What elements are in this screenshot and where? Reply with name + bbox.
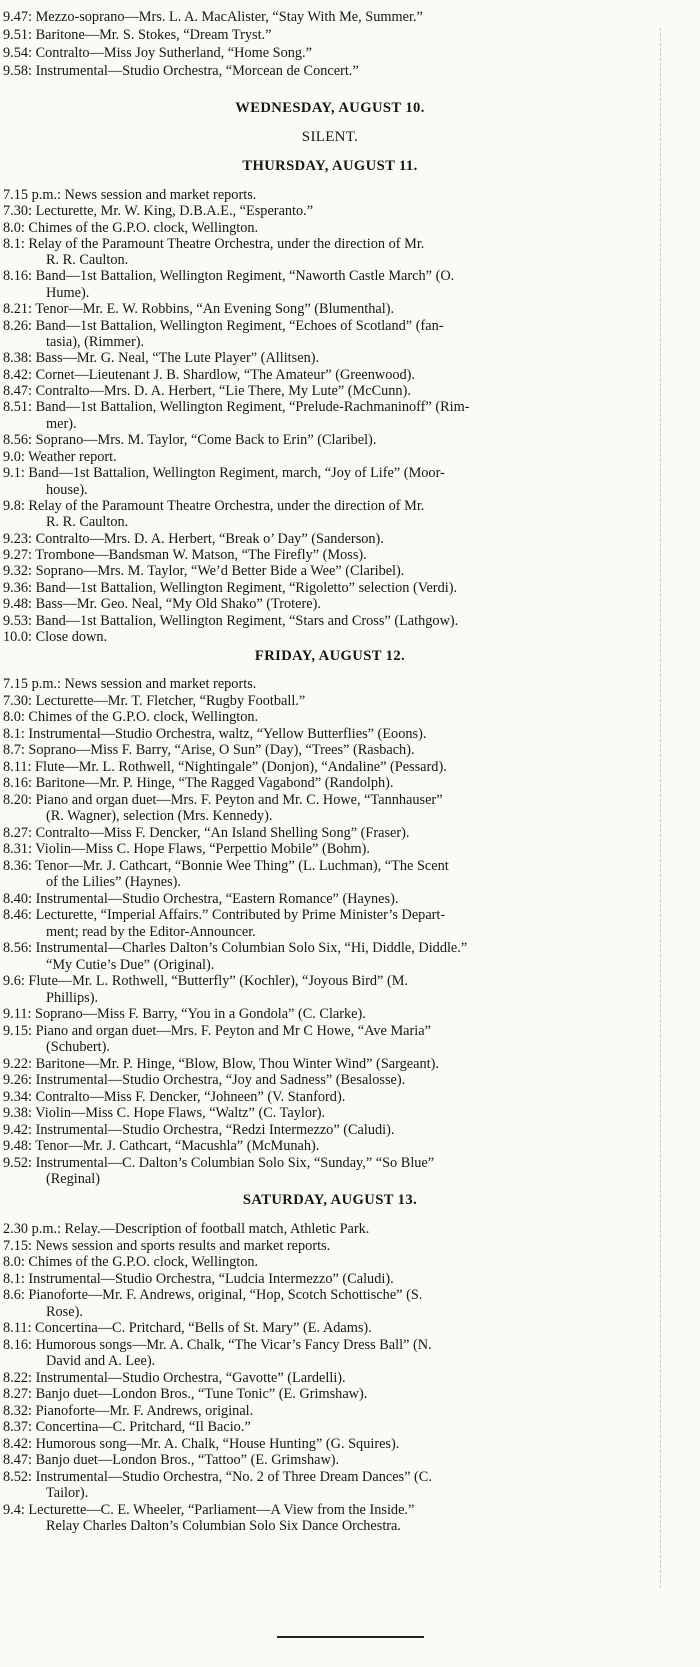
programme-entry: 9.6: Flute—Mr. L. Rothwell, “Butterfly” (Kochler), “Joyous Bird” (M. <box>3 973 409 989</box>
programme-entry: 8.27: Banjo duet—London Bros., “Tune Tonic” (E. Grimshaw). <box>3 1386 368 1402</box>
programme-entry-continued: (Reginal) <box>46 1171 100 1187</box>
programme-entry: 8.42: Humorous song—Mr. A. Chalk, “House Hunting” (G. Squires). <box>3 1436 400 1452</box>
programme-entry: 8.27: Contralto—Miss F. Dencker, “An Island Shelling Song” (Fraser). <box>3 825 410 841</box>
programme-entry: 9.23: Contralto—Mrs. D. A. Herbert, “Break o’ Day” (Sanderson). <box>3 531 384 547</box>
programme-entry: 8.37: Concertina—C. Pritchard, “Il Bacio.” <box>3 1419 251 1435</box>
programme-entry-continued: Tailor). <box>46 1485 89 1501</box>
programme-entry: 8.16: Band—1st Battalion, Wellington Regiment, “Naworth Castle March” (O. <box>3 268 455 284</box>
programme-entry-continued: “My Cutie’s Due” (Original). <box>46 957 215 973</box>
programme-entry: 8.42: Cornet—Lieutenant J. B. Shardlow, “The Amateur” (Greenwood). <box>3 367 415 383</box>
programme-entry: 9.1: Band—1st Battalion, Wellington Regiment, march, “Joy of Life” (Moor- <box>3 465 445 481</box>
programme-entry: 9.54: Contralto—Miss Joy Sutherland, “Home Song.” <box>3 45 312 61</box>
programme-entry: 8.51: Band—1st Battalion, Wellington Regiment, “Prelude-Rachmaninoff” (Rim- <box>3 399 470 415</box>
day-heading-friday: FRIDAY, AUGUST 12. <box>254 648 406 664</box>
programme-entry-continued: of the Lilies” (Haynes). <box>46 874 181 890</box>
programme-entry: 8.7: Soprano—Miss F. Barry, “Arise, O Sun” (Day), “Trees” (Rasbach). <box>3 742 415 758</box>
programme-entry: 8.11: Concertina—C. Pritchard, “Bells of St. Mary” (E. Adams). <box>3 1320 372 1336</box>
programme-entry-continued: tasia), (Rimmer). <box>46 334 145 350</box>
programme-entry: 9.4: Lecturette—C. E. Wheeler, “Parliament—A View from the Inside.” <box>3 1502 415 1518</box>
programme-entry: 9.15: Piano and organ duet—Mrs. F. Peyton and Mr C Howe, “Ave Maria” <box>3 1023 431 1039</box>
programme-entry: 8.16: Baritone—Mr. P. Hinge, “The Ragged Vagabond” (Randolph). <box>3 775 394 791</box>
programme-entry: 9.47: Mezzo-soprano—Mrs. L. A. MacAlister, “Stay With Me, Summer.” <box>3 9 423 25</box>
programme-entry: 8.26: Band—1st Battalion, Wellington Regiment, “Echoes of Scotland” (fan- <box>3 318 444 334</box>
programme-entry: 9.32: Soprano—Mrs. M. Taylor, “We’d Better Bide a Wee” (Claribel). <box>3 563 405 579</box>
programme-entry-continued: house). <box>46 482 88 498</box>
silent-notice: SILENT. <box>301 129 359 145</box>
programme-entry: 8.47: Contralto—Mrs. D. A. Herbert, “Lie There, My Lute” (McCunn). <box>3 383 411 399</box>
programme-entry: 9.48: Bass—Mr. Geo. Neal, “My Old Shako” (Trotere). <box>3 596 321 612</box>
programme-entry: 8.1: Instrumental—Studio Orchestra, waltz, “Yellow Butterflies” (Eoons). <box>3 726 427 742</box>
programme-entry: 8.52: Instrumental—Studio Orchestra, “No. 2 of Three Dream Dances” (C. <box>3 1469 432 1485</box>
programme-entry: 9.11: Soprano—Miss F. Barry, “You in a Gondola” (C. Clarke). <box>3 1006 366 1022</box>
programme-entry: 7.15: News session and sports results and market reports. <box>3 1238 331 1254</box>
programme-entry: 9.48: Tenor—Mr. J. Cathcart, “Macushla” (McMunah). <box>3 1138 320 1154</box>
programme-entry: 8.6: Pianoforte—Mr. F. Andrews, original, “Hop, Scotch Schottische” (S. <box>3 1287 423 1303</box>
programme-entry-continued: R. R. Caulton. <box>46 252 129 268</box>
programme-entry-continued: Relay Charles Dalton’s Columbian Solo Six Dance Orchestra. <box>46 1518 401 1534</box>
programme-entry: 8.32: Pianoforte—Mr. F. Andrews, original. <box>3 1403 254 1419</box>
programme-entry: 9.51: Baritone—Mr. S. Stokes, “Dream Tryst.” <box>3 27 272 43</box>
programme-entry: 8.47: Banjo duet—London Bros., “Tattoo” (E. Grimshaw). <box>3 1452 340 1468</box>
programme-entry: 8.0: Chimes of the G.P.O. clock, Wellington. <box>3 709 259 725</box>
programme-entry: 9.36: Band—1st Battalion, Wellington Regiment, “Rigoletto” selection (Verdi). <box>3 580 458 596</box>
programme-entry: 8.40: Instrumental—Studio Orchestra, “Eastern Romance” (Haynes). <box>3 891 399 907</box>
programme-entry: 8.20: Piano and organ duet—Mrs. F. Peyton and Mr. C. Howe, “Tannhauser” <box>3 792 443 808</box>
programme-entry: 8.0: Chimes of the G.P.O. clock, Wellington. <box>3 1254 259 1270</box>
closing-rule <box>277 1636 424 1638</box>
programme-entry-continued: Phillips). <box>46 990 99 1006</box>
programme-entry: 8.1: Instrumental—Studio Orchestra, “Ludcia Intermezzo” (Caludi). <box>3 1271 394 1287</box>
programme-entry-continued: ment; read by the Editor-Announcer. <box>46 924 256 940</box>
programme-entry: 9.52: Instrumental—C. Dalton’s Columbian Solo Six, “Sunday,” “So Blue” <box>3 1155 435 1171</box>
programme-entry-continued: Rose). <box>46 1304 83 1320</box>
programme-entry-continued: R. R. Caulton. <box>46 514 129 530</box>
page-edge-divider <box>660 28 661 1588</box>
programme-entry-continued: mer). <box>46 416 77 432</box>
programme-entry-continued: Hume). <box>46 285 90 301</box>
programme-entry: 9.8: Relay of the Paramount Theatre Orchestra, under the direction of Mr. <box>3 498 425 514</box>
programme-entry: 8.22: Instrumental—Studio Orchestra, “Gavotte” (Lardelli). <box>3 1370 346 1386</box>
programme-entry: 7.30: Lecturette—Mr. T. Fletcher, “Rugby Football.” <box>3 693 306 709</box>
day-heading-wednesday: WEDNESDAY, AUGUST 10. <box>235 100 425 116</box>
programme-entry: 8.38: Bass—Mr. G. Neal, “The Lute Player” (Allitsen). <box>3 350 320 366</box>
programme-entry: 9.34: Contralto—Miss F. Dencker, “Johneen” (V. Stanford). <box>3 1089 346 1105</box>
programme-entry: 8.21: Tenor—Mr. E. W. Robbins, “An Evening Song” (Blumenthal). <box>3 301 395 317</box>
programme-entry: 8.36: Tenor—Mr. J. Cathcart, “Bonnie Wee Thing” (L. Luchman), “The Scent <box>3 858 449 874</box>
programme-entry: 9.22: Baritone—Mr. P. Hinge, “Blow, Blow, Thou Winter Wind” (Sargeant). <box>3 1056 439 1072</box>
programme-entry: 9.42: Instrumental—Studio Orchestra, “Redzi Intermezzo” (Caludi). <box>3 1122 395 1138</box>
day-heading-thursday: THURSDAY, AUGUST 11. <box>242 158 418 174</box>
programme-entry: 8.46: Lecturette, “Imperial Affairs.” Contributed by Prime Minister’s Depart- <box>3 907 446 923</box>
programme-entry: 8.11: Flute—Mr. L. Rothwell, “Nightingale” (Donjon), “Andaline” (Pessard). <box>3 759 447 775</box>
programme-entry: 8.31: Violin—Miss C. Hope Flaws, “Perpettio Mobile” (Bohm). <box>3 841 371 857</box>
programme-entry: 9.53: Band—1st Battalion, Wellington Regiment, “Stars and Cross” (Lathgow). <box>3 613 459 629</box>
programme-entry: 9.27: Trombone—Bandsman W. Matson, “The Firefly” (Moss). <box>3 547 367 563</box>
programme-entry: 7.30: Lecturette, Mr. W. King, D.B.A.E., “Esperanto.” <box>3 203 314 219</box>
programme-entry: 10.0: Close down. <box>3 629 108 645</box>
day-heading-saturday: SATURDAY, AUGUST 13. <box>242 1192 418 1208</box>
programme-entry: 9.58: Instrumental—Studio Orchestra, “Morcean de Concert.” <box>3 63 359 79</box>
programme-entry: 7.15 p.m.: News session and market reports. <box>3 676 257 692</box>
programme-entry: 9.38: Violin—Miss C. Hope Flaws, “Waltz” (C. Taylor). <box>3 1105 326 1121</box>
programme-entry: 8.16: Humorous songs—Mr. A. Chalk, “The Vicar’s Fancy Dress Ball” (N. <box>3 1337 432 1353</box>
programme-entry: 8.1: Relay of the Paramount Theatre Orchestra, under the direction of Mr. <box>3 236 425 252</box>
programme-entry: 9.0: Weather report. <box>3 449 117 465</box>
programme-entry-continued: David and A. Lee). <box>46 1353 156 1369</box>
programme-entry: 8.0: Chimes of the G.P.O. clock, Wellington. <box>3 220 259 236</box>
programme-entry: 8.56: Soprano—Mrs. M. Taylor, “Come Back to Erin” (Claribel). <box>3 432 377 448</box>
programme-entry: 8.56: Instrumental—Charles Dalton’s Columbian Solo Six, “Hi, Diddle, Diddle.” <box>3 940 468 956</box>
programme-entry: 2.30 p.m.: Relay.—Description of football match, Athletic Park. <box>3 1221 370 1237</box>
programme-entry-continued: (Schubert). <box>46 1039 110 1055</box>
programme-entry: 7.15 p.m.: News session and market reports. <box>3 187 257 203</box>
programme-entry-continued: (R. Wagner), selection (Mrs. Kennedy). <box>46 808 273 824</box>
programme-entry: 9.26: Instrumental—Studio Orchestra, “Joy and Sadness” (Besalosse). <box>3 1072 406 1088</box>
